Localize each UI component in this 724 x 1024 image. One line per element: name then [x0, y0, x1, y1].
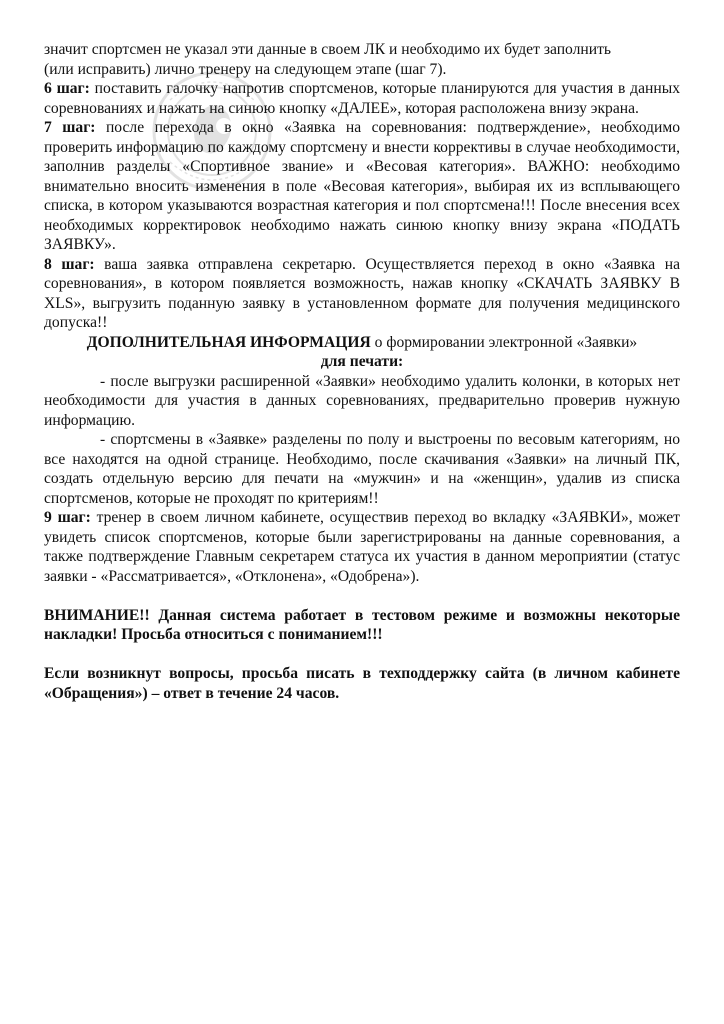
- step-8-text: ваша заявка отправлена секретарю. Осуществляется переход в окно «Заявка на соревнования», в котором появляется возможность, нажав кнопку «СКАЧАТЬ ЗАЯВКУ В XLS», выгрузить поданную заявку в установленном формате для получения медицинского допуска!!: [44, 255, 680, 331]
- support-notice: Если возникнут вопросы, просьба писать в техподдержку сайта (в личном кабинете «Обращения») – ответ в течение 24 часов.: [44, 665, 680, 702]
- step-9-text: тренер в своем личном кабинете, осуществив переход во вкладку «ЗАЯВКИ», может увидеть список спортсменов, которые были зарегистрированы на данные соревнования, а также подтверждение Главным секретарем статуса их участия в данном мероприятии (статус заявки - «Рассматривается», «Отклонена», «Одобрена»).: [44, 509, 680, 585]
- step-6-text: поставить галочку напротив спортсменов, которые планируются для участия в данных соревнованиях и нажать на синюю кнопку «ДАЛЕЕ», которая расположена внизу экрана.: [44, 80, 680, 117]
- additional-info-heading: [44, 333, 680, 372]
- bullet-item-2: - спортсмены в «Заявке» разделены по полу и выстроены по весовым категориям, но все находятся на одной странице. Необходимо, после скачивания «Заявки» на личный ПК, создать отдельную версию для печати на «мужчин» и на «женщин», удалив из списка спортсменов, которые не проходят по критериям!!: [44, 431, 680, 507]
- step-7-label: 7 шаг:: [44, 119, 96, 136]
- step-7-text: после перехода в окно «Заявка на соревнования: подтверждение», необходимо проверить информацию по каждому спортсмену и внести коррективы в случае необходимости, заполнив разделы «Спортивное звание» и «Весовая категория». ВАЖНО: необходимо внимательно вносить изменения в поле «Весовая категория», выбирая их из всплывающего списка, в котором указываются возрастная категория и пол спортсмена!!! После внесения всех необходимых корректировок необходимо нажать синюю кнопку внизу экрана «ПОДАТЬ ЗАЯВКУ».: [44, 119, 680, 253]
- heading-plain-part: о формировании электронной «Заявки»: [370, 333, 638, 351]
- step-6-paragraph: [44, 79, 680, 118]
- intro-line-2: (или исправить) лично тренеру на следующем этапе (шаг 7).: [44, 60, 447, 78]
- heading-second-line: для печати:: [320, 353, 404, 370]
- spacer: [44, 586, 680, 606]
- step-9-label: 9 шаг:: [44, 509, 91, 526]
- step-8-paragraph: [44, 255, 680, 333]
- step-9-paragraph: [44, 508, 680, 586]
- step-6-label: 6 шаг:: [44, 80, 90, 97]
- document-body: [44, 40, 680, 703]
- step-7-paragraph: [44, 118, 680, 255]
- spacer: [44, 645, 680, 665]
- intro-line-1: значит спортсмен не указал эти данные в своем ЛК и необходимо их будет заполнить: [44, 41, 612, 58]
- step-8-label: 8 шаг:: [44, 255, 95, 273]
- attention-notice: ВНИМАНИЕ!! Данная система работает в тестовом режиме и возможны некоторые накладки! Просьба относиться с пониманием!!!: [44, 606, 680, 643]
- bullet-item-1: - после выгрузки расширенной «Заявки» необходимо удалить колонки, в которых нет необходимости для участия в данных соревнованиях, предварительно проверив нужную информацию.: [44, 372, 680, 429]
- heading-bold-part: ДОПОЛНИТЕЛЬНАЯ ИНФОРМАЦИЯ: [86, 333, 371, 351]
